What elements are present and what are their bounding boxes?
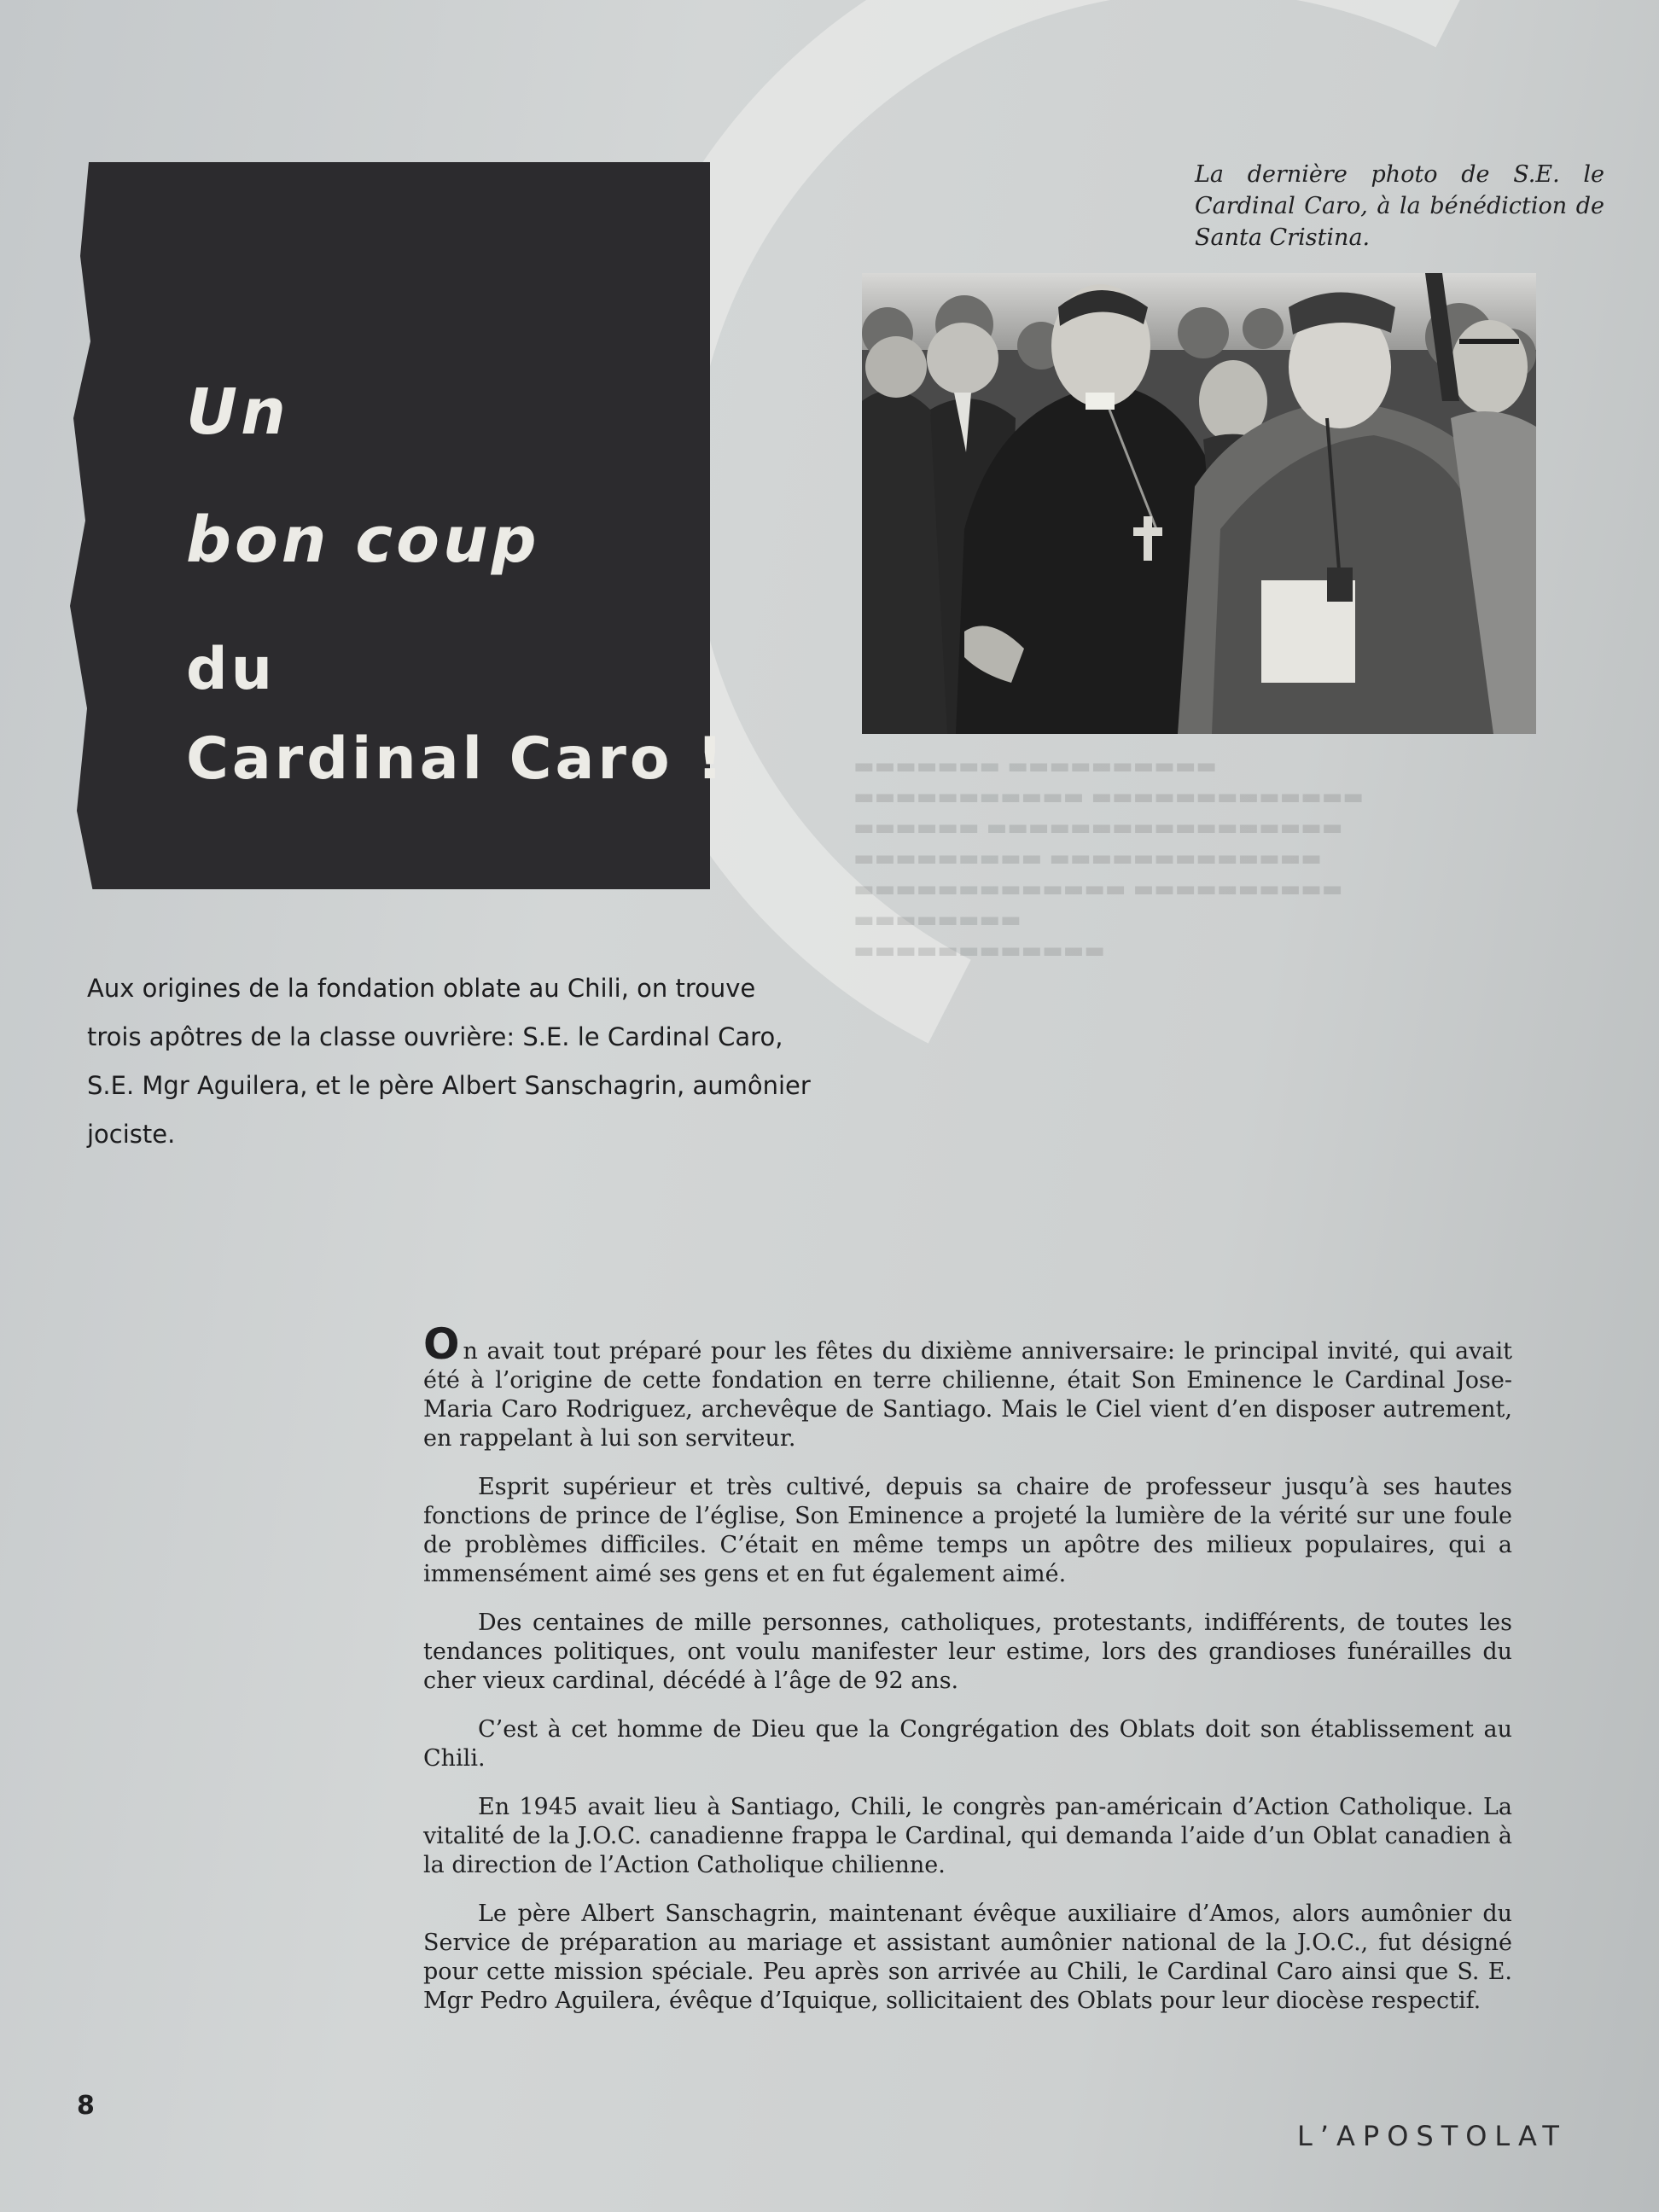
article-paragraph-2: Esprit supérieur et très cultivé, depuis sa chaire de professeur jusqu’à ses hautes fonctions de prince de l’église, Son Eminence a projeté la lumière de la vérité sur une foule de problèmes difficiles. C’était en même temps un apôtre des milieux populaires, qui a immensément aimé ses gens et en fut également aimé. — [423, 1474, 1512, 1587]
magazine-name: L’APOSTOLAT — [1297, 2120, 1567, 2152]
cardinal-photo-image — [862, 273, 1536, 734]
show-through-text: ▬▬▬▬▬▬▬ ▬▬▬▬▬▬▬▬▬▬ ▬▬▬▬▬▬▬▬▬▬▬ ▬▬▬▬▬▬▬▬▬▬▬▬▬ ▬▬▬▬▬▬ ▬▬▬▬▬▬▬▬▬▬▬▬▬▬▬▬▬ ▬▬▬▬▬▬▬▬▬ ▬▬▬▬▬▬▬▬▬▬▬▬▬ ▬▬▬▬▬▬▬▬▬▬▬▬▬ ▬▬▬▬▬▬▬▬▬▬ ▬▬▬▬▬▬▬▬ ▬▬▬▬▬▬▬▬▬▬▬▬ — [853, 754, 1364, 963]
drop-cap: O — [423, 1319, 460, 1369]
page-number: 8 — [77, 2091, 95, 2121]
title-line-3: du — [186, 636, 276, 703]
photo-caption: La dernière photo de S.E. le Cardinal Caro, à la bénédiction de Santa Cristina. — [1195, 161, 1604, 251]
title-line-1: Un — [186, 375, 289, 449]
title-line-4: Cardinal Caro ! — [186, 725, 727, 793]
intro-paragraph: Aux origines de la fondation oblate au Chili, on trouve trois apôtres de la classe ouvrière: S.E. le Cardinal Caro, S.E. Mgr Aguilera, et le père Albert Sanschagrin, aumônier jociste. — [87, 974, 811, 1149]
article-paragraph-6: Le père Albert Sanschagrin, maintenant évêque auxiliaire d’Amos, alors aumônier du Service de préparation au mariage et assistant aumônier national de la J.O.C., fut désigné pour cette mission spéciale. Peu après son arrivée au Chili, le Cardinal Caro ainsi que S. E. Mgr Pedro Aguilera, évêque d’Iquique, sollicitaient des Oblats pour leur diocèse respectif. — [423, 1901, 1512, 2014]
article-paragraph-4: C’est à cet homme de Dieu que la Congrégation des Oblats doit son établissement au Chili. — [423, 1716, 1512, 1772]
article-paragraph-1-text: n avait tout préparé pour les fêtes du dixième anniversaire: le principal invité, qui avait été à l’origine de cette fondation en terre chilienne, était Son Eminence le Cardinal Jose-Maria Caro Rodriguez, archevêque de Santiago. Mais le Ciel vient d’en disposer autrement, en rappelant à lui son serviteur. — [423, 1338, 1512, 1452]
article-paragraph-3: Des centaines de mille personnes, catholiques, protestants, indifférents, de toutes les tendances politiques, ont voulu manifester leur estime, lors des grandioses funérailles du cher vieux cardinal, décédé à l’âge de 92 ans. — [423, 1610, 1512, 1694]
article-body — [423, 1319, 1512, 2035]
article-paragraph-5: En 1945 avait lieu à Santiago, Chili, le congrès pan-américain d’Action Catholique. La vitalité de la J.O.C. canadienne frappa le Cardinal, qui demanda l’aide d’un Oblat canadien à la direction de l’Action Catholique chilienne. — [423, 1794, 1512, 1878]
cardinal-photo — [862, 273, 1536, 734]
title-line-2: bon coup — [186, 504, 540, 577]
article-paragraph-1 — [423, 1319, 1512, 1453]
